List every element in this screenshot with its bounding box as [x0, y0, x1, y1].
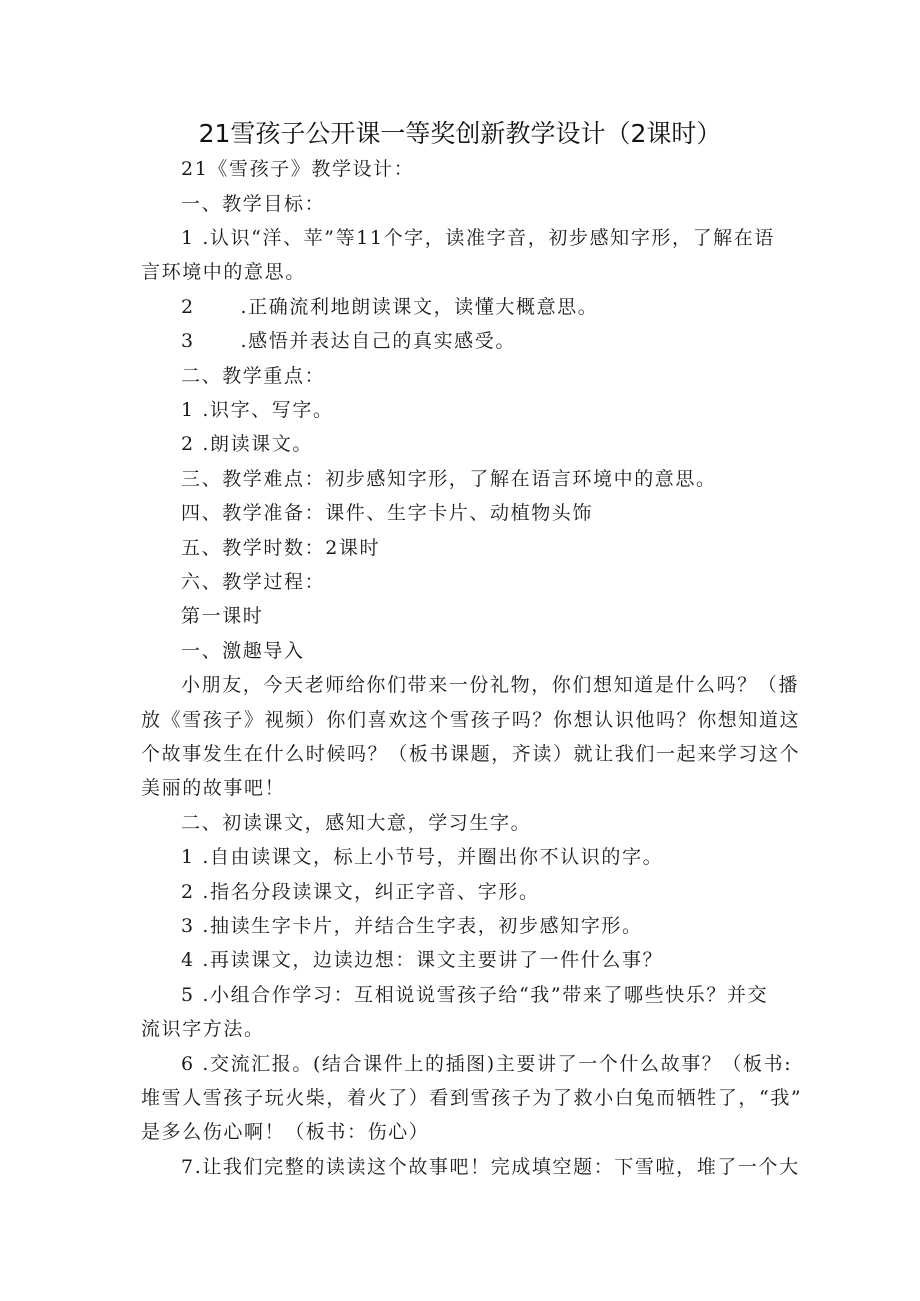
text-line: 三、教学难点：初步感知字形，了解在语言环境中的意思。 [181, 468, 717, 490]
text-line: 1 .识字、写字。 [181, 399, 334, 421]
text-line: 1 .认识“洋、苹”等11个字，读准字音，初步感知字形，了解在语 [181, 227, 775, 249]
text-line: 第一课时 [181, 605, 264, 627]
text-line: 6 .交流汇报。(结合课件上的插图)主要讲了一个什么故事？（板书: [181, 1053, 793, 1075]
text-line: 2 .正确流利地朗读课文，读懂大概意思。 [181, 296, 599, 318]
text-line: 4 .再读课文，边读边想：课文主要讲了一件什么事？ [181, 949, 664, 971]
text-line: 3 .感悟并表达自己的真实感受。 [181, 330, 516, 352]
text-line: 3 .抽读生字卡片，并结合生字表，初步感知字形。 [181, 915, 643, 937]
text-line: 7.让我们完整的读读这个故事吧！完成填空题：下雪啦，堆了一个大 [181, 1156, 800, 1178]
text-line: 堆雪人雪孩子玩火柴，着火了）看到雪孩子为了救小白兔而牺牲了，“我” [141, 1087, 803, 1109]
text-line: 21《雪孩子》教学设计： [181, 158, 415, 180]
text-line: 个故事发生在什么时候吗？（板书课题，齐读）就让我们一起来学习这个 [141, 743, 801, 765]
text-line: 2 .指名分段读课文，纠正字音、字形。 [181, 881, 540, 903]
text-line: 2 .朗读课文。 [181, 433, 313, 455]
text-line: 流识字方法。 [141, 1018, 265, 1040]
text-line: 六、教学过程： [181, 571, 326, 593]
text-line: 美丽的故事吧！ [141, 777, 286, 799]
text-line: 放《雪孩子》视频）你们喜欢这个雪孩子吗？你想认识他吗？你想知道这 [141, 709, 801, 731]
text-line: 5 .小组合作学习：互相说说雪孩子给“我”带来了哪些快乐？并交 [181, 984, 769, 1006]
text-line: 一、教学目标： [181, 193, 326, 215]
document-title: 21雪孩子公开课一等奖创新教学设计（2课时） [198, 119, 722, 148]
text-line: 五、教学时数：2课时 [181, 537, 381, 559]
text-line: 一、激趣导入 [181, 640, 305, 662]
text-line: 小朋友，今天老师给你们带来一份礼物，你们想知道是什么吗？（播 [181, 674, 800, 696]
text-line: 二、初读课文，感知大意，学习生字。 [181, 812, 532, 834]
text-line: 二、教学重点： [181, 365, 326, 387]
text-line: 是多么伤心啊！（板书：伤心） [141, 1121, 430, 1143]
text-line: 1 .自由读课文，标上小节号，并圈出你不认识的字。 [181, 846, 664, 868]
text-line: 言环境中的意思。 [141, 261, 306, 283]
text-line: 四、教学准备：课件、生字卡片、动植物头饰 [181, 502, 594, 524]
